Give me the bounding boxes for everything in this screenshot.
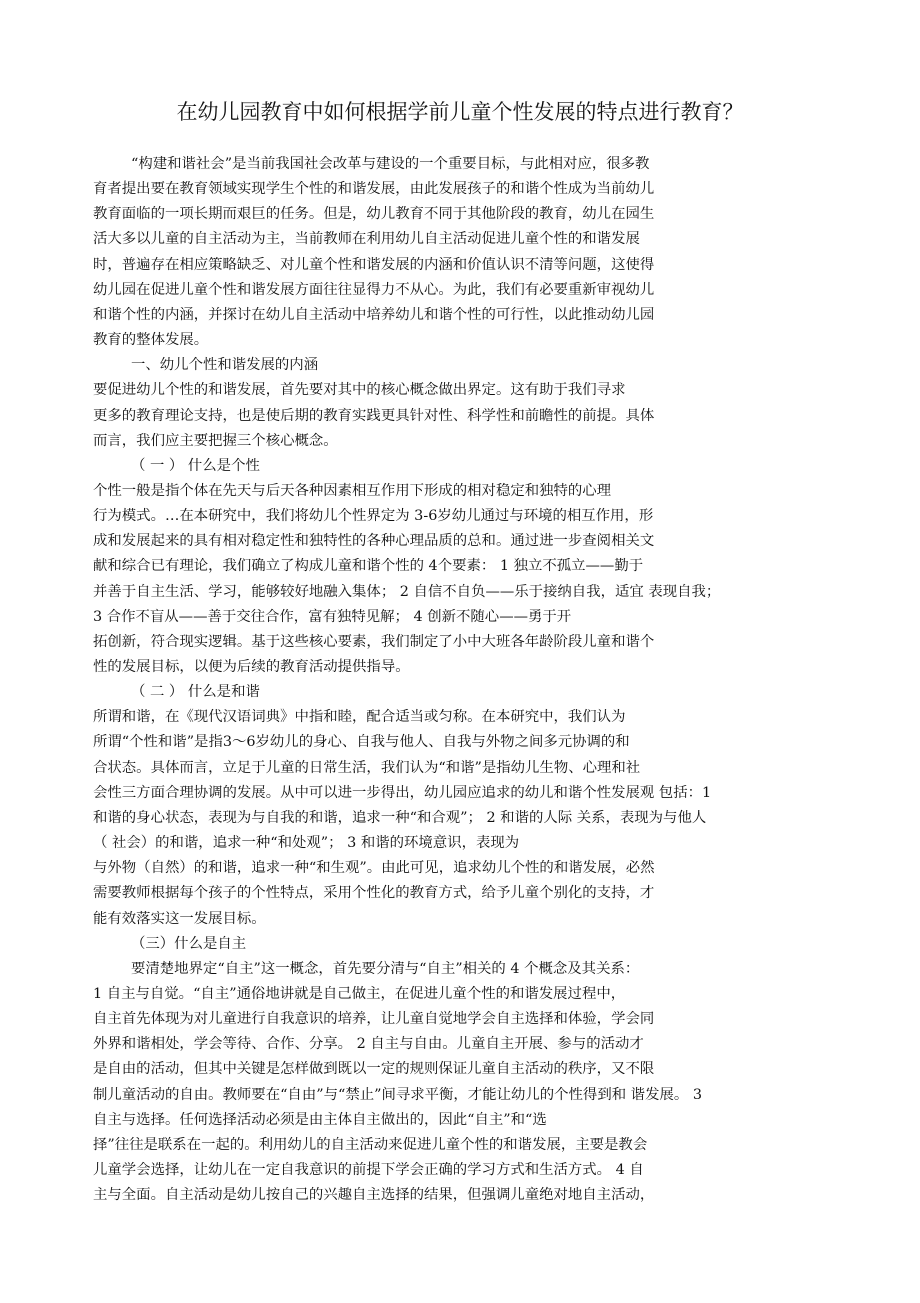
text-line: （三）什么是自主 bbox=[131, 935, 247, 952]
text-line: 所谓“个性和谐”是指3～6岁幼儿的身心、自我与他人、自我与外物之间多元协调的和 bbox=[93, 734, 630, 751]
text-line: 一、幼儿个性和谐发展的内涵 bbox=[131, 357, 319, 374]
text-line: 幼儿园在促进儿童个性和谐发展方面往往显得力不从心。为此，我们有必要重新审视幼儿 bbox=[93, 281, 655, 298]
text-line: 与外物（自然）的和谐，追求一种“和生观”。由此可见，追求幼儿个性的和谐发展，必然 bbox=[93, 860, 655, 877]
text-line: 合状态。具体而言，立足于儿童的日常生活，我们认为“和谐”是指幼儿生物、心理和社 bbox=[93, 759, 641, 776]
text-line: 要促进幼儿个性的和谐发展，首先要对其中的核心概念做出界定。这有助于我们寻求 bbox=[93, 382, 626, 399]
text-line: 行为模式。…在本研究中，我们将幼儿个性界定为 3-6岁幼儿通过与环境的相互作用，形 bbox=[93, 508, 654, 525]
text-line: 教育的整体发展。 bbox=[93, 332, 209, 349]
text-line: （ 二 ） 什么是和谐 bbox=[131, 684, 260, 701]
document-title: 在幼儿园教育中如何根据学前儿童个性发展的特点进行教育？ bbox=[176, 100, 744, 124]
text-line: 3 合作不盲从——善于交往合作，富有独特见解； 4 创新不随心——勇于开 bbox=[93, 608, 572, 625]
text-line: 需要教师根据每个孩子的个性特点，采用个性化的教育方式，给予儿童个别化的支持，才 bbox=[93, 885, 655, 902]
text-line: 和谐个性的内涵，并探讨在幼儿自主活动中培养幼儿和谐个性的可行性，以此推动幼儿园 bbox=[93, 306, 655, 323]
text-line: 性的发展目标，以便为后续的教育活动提供指导。 bbox=[93, 659, 410, 675]
text-line: 自主与选择。任何选择活动必须是由主体自主做出的，因此“自主”和“选 bbox=[93, 1111, 547, 1128]
text-line: 外界和谐相处，学会等待、合作、分享。 2 自主与自由。儿童自主开展、参与的活动才 bbox=[93, 1036, 644, 1053]
text-line: 个性一般是指个体在先天与后天各种因素相互作用下形成的相对稳定和独特的心理 bbox=[93, 482, 612, 499]
text-line: 拓创新，符合现实逻辑。基于这些核心要素，我们制定了小中大班各年龄阶段儿童和谐个 bbox=[93, 633, 655, 650]
text-line: 择”往往是联系在一起的。利用幼儿的自主活动来促进儿童个性的和谐发展，主要是教会 bbox=[93, 1136, 648, 1153]
text-line: 时，普遍存在相应策略缺乏、对儿童个性和谐发展的内涵和价值认识不清等问题，这使得 bbox=[93, 256, 655, 273]
text-line: 而言，我们应主要把握三个核心概念。 bbox=[93, 432, 338, 449]
text-line: 制儿童活动的自由。教师要在“自由”与“禁止”间寻求平衡，才能让幼儿的个性得到和 谐发展。 3 bbox=[93, 1086, 702, 1103]
text-line: 1 自主与自觉。“自主”通俗地讲就是自己做主，在促进儿童个性的和谐发展过程中， bbox=[93, 985, 626, 1002]
text-line: 成和发展起来的具有相对稳定性和独特性的各种心理品质的总和。通过进一步查阅相关文 bbox=[93, 533, 655, 550]
text-line: 并善于自主生活、学习，能够较好地融入集体； 2 自信不自负——乐于接纳自我，适宜 表现自我； bbox=[93, 583, 721, 600]
text-line: “构建和谐社会”是当前我国社会改革与建设的一个重要目标，与此相对应，很多教 bbox=[131, 156, 650, 172]
text-line: 主与全面。自主活动是幼儿按自己的兴趣自主选择的结果，但强调儿童绝对地自主活动， bbox=[93, 1187, 655, 1204]
text-line: 教育面临的一项长期而艰巨的任务。但是，幼儿教育不同于其他阶段的教育，幼儿在园生 bbox=[93, 206, 655, 223]
text-line: 所谓和谐，在《现代汉语词典》中指和睦，配合适当或匀称。在本研究中，我们认为 bbox=[93, 709, 626, 726]
text-line: （ 一 ） 什么是个性 bbox=[131, 457, 260, 474]
text-line: （ 社会）的和谐，追求一种“和处观”； 3 和谐的环境意识，表现为 bbox=[93, 835, 520, 852]
text-line: 是自由的活动，但其中关键是怎样做到既以一定的规则保证儿童自主活动的秩序，又不限 bbox=[93, 1061, 655, 1078]
text-line: 儿童学会选择，让幼儿在一定自我意识的前提下学会正确的学习方式和生活方式。 4 自 bbox=[93, 1162, 644, 1178]
text-line: 要清楚地界定“自主”这一概念，首先要分清与“自主”相关的 4 个概念及其关系： bbox=[131, 960, 640, 977]
text-line: 会性三方面合理协调的发展。从中可以进一步得出，幼儿园应追求的幼儿和谐个性发展观 包括：1 bbox=[93, 784, 712, 801]
text-line: 献和综合已有理论，我们确立了构成儿童和谐个性的 4个要素： 1 独立不孤立——勤于 bbox=[93, 558, 644, 575]
text-line: 自主首先体现为对儿童进行自我意识的培养，让儿童自觉地学会自主选择和体验，学会同 bbox=[93, 1011, 655, 1028]
text-line: 育者提出要在教育领域实现学生个性的和谐发展，由此发展孩子的和谐个性成为当前幼儿 bbox=[93, 181, 655, 198]
text-line: 更多的教育理论支持，也是使后期的教育实践更具针对性、科学性和前瞻性的前提。具体 bbox=[93, 407, 655, 424]
text-line: 能有效落实这一发展目标。 bbox=[93, 910, 266, 927]
text-line: 和谐的身心状态，表现为与自我的和谐，追求一种“和合观”； 2 和谐的人际 关系，表现为与他人 bbox=[93, 809, 707, 826]
text-line: 活大多以儿童的自主活动为主，当前教师在利用幼儿自主活动促进儿童个性的和谐发展 bbox=[93, 231, 640, 248]
